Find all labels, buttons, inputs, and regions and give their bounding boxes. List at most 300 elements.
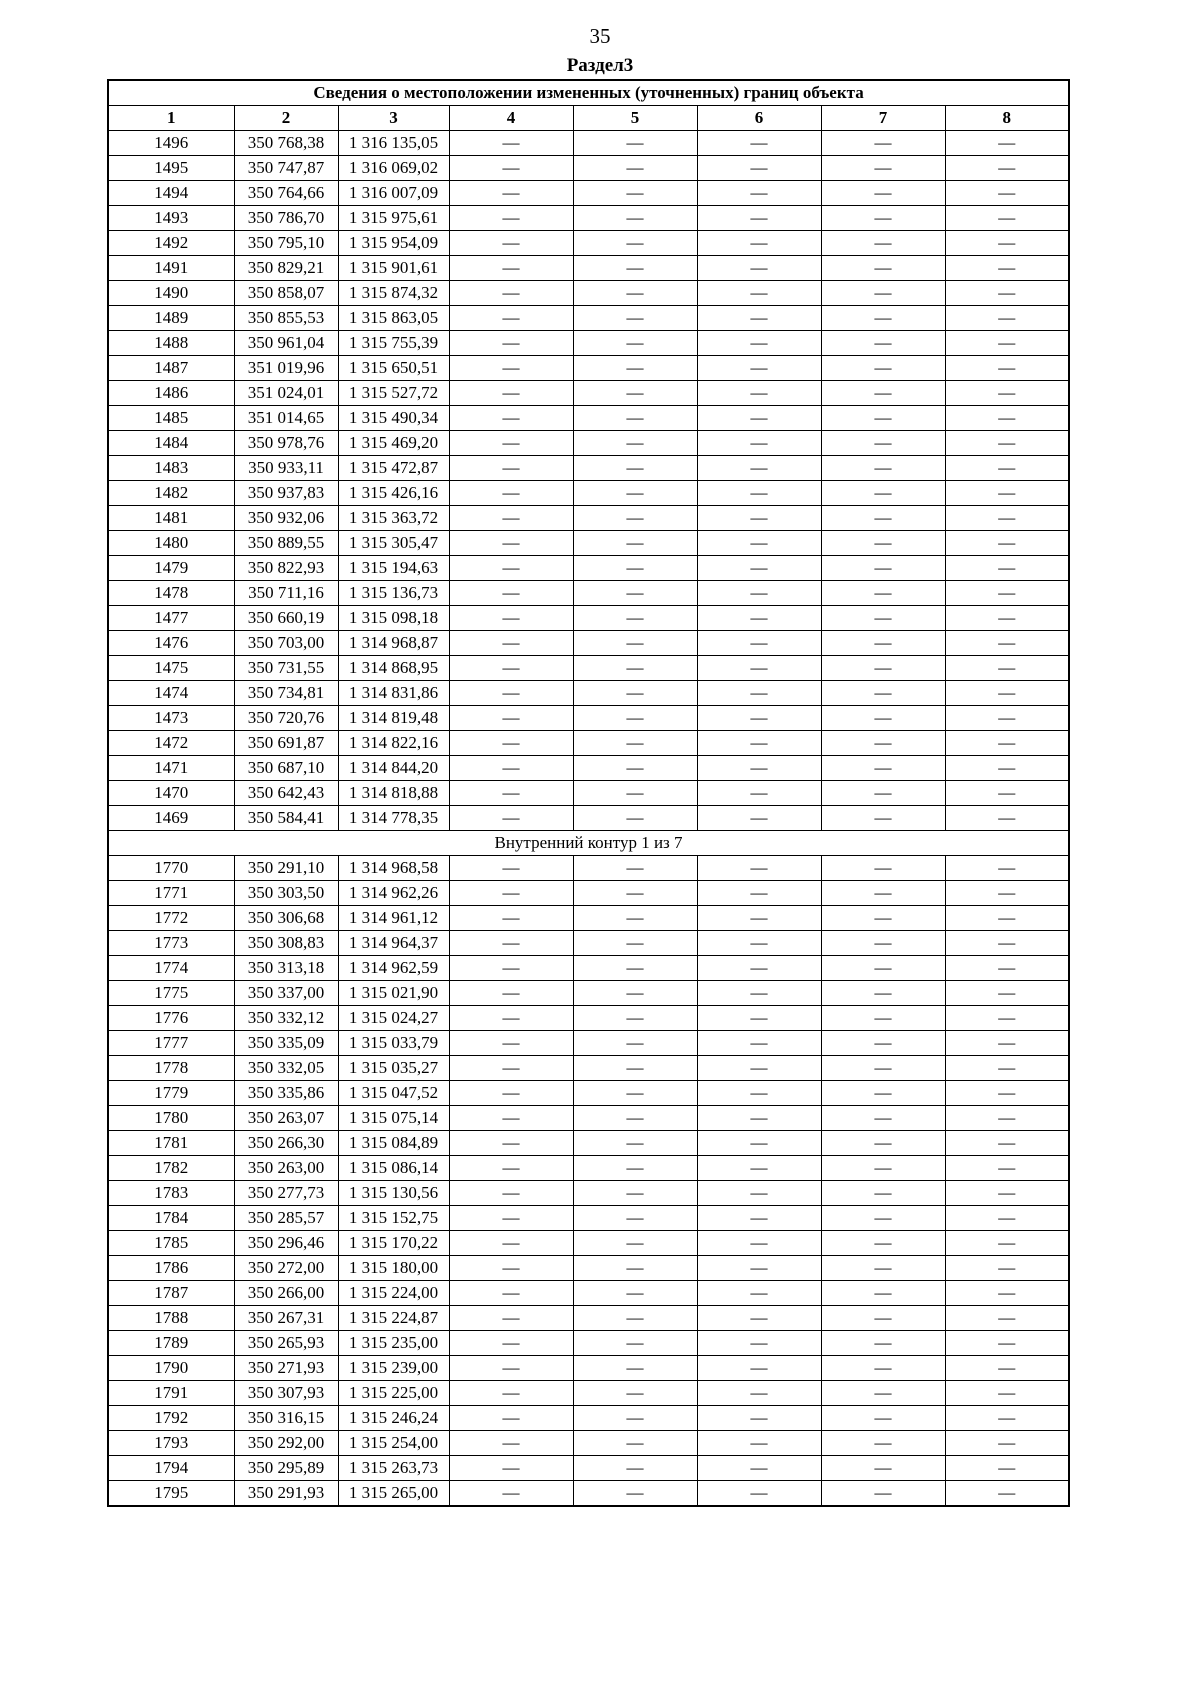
table-cell: —	[449, 706, 573, 731]
table-cell: —	[697, 1281, 821, 1306]
table-cell: —	[449, 1056, 573, 1081]
table-row	[108, 781, 1069, 806]
table-cell: —	[821, 781, 945, 806]
table-cell: 1 314 822,16	[338, 731, 449, 756]
table-cell: 350 285,57	[234, 1206, 338, 1231]
table-cell: 350 337,00	[234, 981, 338, 1006]
table-row	[108, 356, 1069, 381]
table-cell: 1 315 363,72	[338, 506, 449, 531]
table-cell: 1 315 254,00	[338, 1431, 449, 1456]
table-cell: 1 315 246,24	[338, 1406, 449, 1431]
table-row	[108, 456, 1069, 481]
table-row	[108, 981, 1069, 1006]
table-cell: 350 335,86	[234, 1081, 338, 1106]
table-cell: 350 291,93	[234, 1481, 338, 1507]
table-cell: —	[697, 731, 821, 756]
table-cell: 1778	[108, 1056, 234, 1081]
table-cell: —	[945, 581, 1069, 606]
table-cell: 1480	[108, 531, 234, 556]
table-cell: —	[697, 1006, 821, 1031]
table-cell: —	[449, 1156, 573, 1181]
table-cell: 351 019,96	[234, 356, 338, 381]
table-row	[108, 906, 1069, 931]
table-cell: 1492	[108, 231, 234, 256]
table-cell: 1489	[108, 306, 234, 331]
table-cell: 1776	[108, 1006, 234, 1031]
table-cell: —	[945, 1056, 1069, 1081]
table-cell: 350 660,19	[234, 606, 338, 631]
table-cell: —	[449, 1206, 573, 1231]
table-cell: —	[821, 881, 945, 906]
table-cell: 1485	[108, 406, 234, 431]
table-cell: —	[945, 406, 1069, 431]
table-cell: —	[821, 756, 945, 781]
table-cell: —	[697, 506, 821, 531]
table-cell: —	[449, 506, 573, 531]
table-cell: 350 937,83	[234, 481, 338, 506]
table-cell: —	[821, 656, 945, 681]
table-cell: 1 315 954,09	[338, 231, 449, 256]
table-cell: —	[821, 631, 945, 656]
table-cell: —	[449, 1131, 573, 1156]
table-cell: —	[945, 556, 1069, 581]
table-cell: —	[573, 306, 697, 331]
table-cell: 350 829,21	[234, 256, 338, 281]
table-cell: —	[945, 331, 1069, 356]
table-cell: 1772	[108, 906, 234, 931]
table-cell: —	[945, 856, 1069, 881]
table-cell: 350 731,55	[234, 656, 338, 681]
table-cell: —	[821, 1206, 945, 1231]
table-cell: —	[945, 431, 1069, 456]
table-cell: —	[449, 256, 573, 281]
table-cell: —	[697, 1181, 821, 1206]
table-cell: —	[945, 1231, 1069, 1256]
table-row	[108, 1006, 1069, 1031]
table-cell: —	[573, 931, 697, 956]
table-cell: 350 313,18	[234, 956, 338, 981]
column-header-row	[108, 106, 1069, 131]
table-row	[108, 556, 1069, 581]
table-cell: 1794	[108, 1456, 234, 1481]
table-cell: 1791	[108, 1381, 234, 1406]
table-cell: —	[945, 156, 1069, 181]
table-row	[108, 1156, 1069, 1181]
table-cell: 1 314 778,35	[338, 806, 449, 831]
table-cell: —	[573, 1206, 697, 1231]
table-cell: 1472	[108, 731, 234, 756]
table-cell: —	[573, 206, 697, 231]
table-cell: —	[697, 1081, 821, 1106]
table-cell: —	[449, 1356, 573, 1381]
table-cell: 350 272,00	[234, 1256, 338, 1281]
table-row	[108, 756, 1069, 781]
table-cell: —	[449, 431, 573, 456]
table-cell: —	[821, 1156, 945, 1181]
table-cell: —	[945, 1456, 1069, 1481]
table-cell: —	[573, 1181, 697, 1206]
table-cell: —	[945, 256, 1069, 281]
table-cell: —	[449, 906, 573, 931]
table-cell: —	[945, 281, 1069, 306]
table-cell: 1790	[108, 1356, 234, 1381]
table-cell: 1 314 868,95	[338, 656, 449, 681]
table-cell: —	[945, 1256, 1069, 1281]
table-cell: —	[449, 456, 573, 481]
table-cell: —	[945, 1306, 1069, 1331]
table-row	[108, 281, 1069, 306]
table-cell: 1777	[108, 1031, 234, 1056]
table-cell: 1 314 968,58	[338, 856, 449, 881]
table-cell: —	[697, 306, 821, 331]
table-cell: —	[449, 206, 573, 231]
table-cell: —	[573, 131, 697, 156]
table-cell: 350 961,04	[234, 331, 338, 356]
table-cell: 350 296,46	[234, 1231, 338, 1256]
table-cell: —	[449, 1231, 573, 1256]
table-row	[108, 856, 1069, 881]
table-cell: —	[945, 1156, 1069, 1181]
table-row	[108, 331, 1069, 356]
table-cell: —	[821, 856, 945, 881]
table-cell: —	[945, 1106, 1069, 1131]
table-cell: 1 315 305,47	[338, 531, 449, 556]
table-cell: —	[821, 431, 945, 456]
table-cell: 1 314 964,37	[338, 931, 449, 956]
table-cell: —	[821, 1281, 945, 1306]
table-cell: 350 795,10	[234, 231, 338, 256]
table-cell: —	[697, 1206, 821, 1231]
table-cell: 1478	[108, 581, 234, 606]
table-cell: —	[821, 1381, 945, 1406]
table-row	[108, 131, 1069, 156]
table-cell: —	[697, 1456, 821, 1481]
table-cell: —	[573, 431, 697, 456]
table-row	[108, 381, 1069, 406]
contour-row	[108, 831, 1069, 856]
table-cell: 350 267,31	[234, 1306, 338, 1331]
table-cell: —	[945, 731, 1069, 756]
table-cell: —	[697, 1106, 821, 1131]
table-cell: 1 315 136,73	[338, 581, 449, 606]
table-cell: 1779	[108, 1081, 234, 1106]
table-cell: —	[697, 1306, 821, 1331]
table-row	[108, 1431, 1069, 1456]
table-cell: —	[573, 1406, 697, 1431]
table-cell: —	[697, 1406, 821, 1431]
table-cell: —	[697, 331, 821, 356]
table-cell: —	[697, 1481, 821, 1507]
table-cell: —	[697, 131, 821, 156]
table-cell: —	[573, 231, 697, 256]
table-cell: 1 315 024,27	[338, 1006, 449, 1031]
table-cell: 1788	[108, 1306, 234, 1331]
table-cell: —	[573, 706, 697, 731]
table-cell: 1 315 021,90	[338, 981, 449, 1006]
table-cell: 1476	[108, 631, 234, 656]
table-cell: —	[573, 856, 697, 881]
table-cell: 350 335,09	[234, 1031, 338, 1056]
table-cell: —	[573, 1031, 697, 1056]
table-cell: —	[449, 1281, 573, 1306]
table-cell: 1 315 152,75	[338, 1206, 449, 1231]
table-row	[108, 1331, 1069, 1356]
table-cell: —	[945, 381, 1069, 406]
table-cell: 1 314 968,87	[338, 631, 449, 656]
table-cell: 1486	[108, 381, 234, 406]
table-cell: 1780	[108, 1106, 234, 1131]
table-row	[108, 206, 1069, 231]
table-cell: —	[821, 1481, 945, 1507]
table-cell: 350 687,10	[234, 756, 338, 781]
table-cell: —	[697, 706, 821, 731]
table-cell: —	[945, 1206, 1069, 1231]
table-cell: —	[449, 581, 573, 606]
table-cell: —	[697, 431, 821, 456]
table-cell: —	[573, 1431, 697, 1456]
table-cell: —	[573, 981, 697, 1006]
table-cell: —	[697, 1056, 821, 1081]
table-cell: 351 014,65	[234, 406, 338, 431]
table-caption-row	[108, 80, 1069, 106]
table-row	[108, 1381, 1069, 1406]
table-cell: —	[573, 1281, 697, 1306]
table-cell: —	[697, 381, 821, 406]
table-cell: —	[945, 1006, 1069, 1031]
table-cell: —	[449, 1256, 573, 1281]
table-cell: —	[573, 1006, 697, 1031]
table-cell: 350 306,68	[234, 906, 338, 931]
table-cell: 1490	[108, 281, 234, 306]
table-cell: —	[573, 756, 697, 781]
table-cell: —	[573, 156, 697, 181]
table-cell: —	[449, 406, 573, 431]
table-cell: —	[945, 1431, 1069, 1456]
table-cell: 1495	[108, 156, 234, 181]
table-cell: 1 316 135,05	[338, 131, 449, 156]
table-row	[108, 931, 1069, 956]
table-cell: —	[821, 806, 945, 831]
table-cell: —	[573, 1231, 697, 1256]
table-row	[108, 156, 1069, 181]
table-cell: —	[449, 1181, 573, 1206]
table-row	[108, 1206, 1069, 1231]
table-cell: 1 315 084,89	[338, 1131, 449, 1156]
table-row	[108, 181, 1069, 206]
table-cell: —	[821, 1331, 945, 1356]
table-cell: —	[945, 131, 1069, 156]
table-cell: —	[821, 1056, 945, 1081]
table-cell: —	[573, 581, 697, 606]
table-cell: —	[821, 1031, 945, 1056]
table-cell: —	[945, 1181, 1069, 1206]
table-cell: —	[821, 931, 945, 956]
table-cell: —	[821, 306, 945, 331]
table-cell: —	[945, 306, 1069, 331]
table-row	[108, 481, 1069, 506]
table-cell: —	[945, 1331, 1069, 1356]
table-cell: —	[821, 531, 945, 556]
table-cell: 350 584,41	[234, 806, 338, 831]
table-cell: —	[697, 906, 821, 931]
table-cell: —	[821, 281, 945, 306]
table-cell: —	[945, 881, 1069, 906]
table-cell: —	[449, 556, 573, 581]
table-row	[108, 606, 1069, 631]
table-cell: —	[697, 156, 821, 181]
table-cell: —	[821, 956, 945, 981]
table-cell: —	[945, 1406, 1069, 1431]
table-cell: —	[945, 1381, 1069, 1406]
table-row	[108, 1406, 1069, 1431]
table-cell: 350 933,11	[234, 456, 338, 481]
table-cell: —	[449, 1006, 573, 1031]
table-cell: —	[945, 681, 1069, 706]
table-cell: —	[697, 556, 821, 581]
table-cell: 350 266,00	[234, 1281, 338, 1306]
table-cell: —	[449, 156, 573, 181]
table-cell: 1 314 961,12	[338, 906, 449, 931]
table-cell: —	[449, 1431, 573, 1456]
table-cell: 1 315 235,00	[338, 1331, 449, 1356]
table-cell: 1474	[108, 681, 234, 706]
table-cell: —	[573, 1081, 697, 1106]
table-cell: 350 978,76	[234, 431, 338, 456]
table-cell: 1 315 180,00	[338, 1256, 449, 1281]
table-cell: —	[945, 206, 1069, 231]
table-cell: 350 316,15	[234, 1406, 338, 1431]
table-cell: —	[573, 1256, 697, 1281]
table-cell: —	[697, 531, 821, 556]
table-cell: —	[449, 181, 573, 206]
table-cell: 1 315 098,18	[338, 606, 449, 631]
table-cell: —	[945, 981, 1069, 1006]
table-cell: 1 316 069,02	[338, 156, 449, 181]
table-cell: —	[697, 1156, 821, 1181]
table-cell: 350 277,73	[234, 1181, 338, 1206]
table-cell: —	[697, 1356, 821, 1381]
table-cell: —	[821, 356, 945, 381]
table-cell: —	[821, 481, 945, 506]
table-cell: —	[449, 281, 573, 306]
table-cell: —	[945, 1081, 1069, 1106]
table-cell: —	[697, 456, 821, 481]
table-row	[108, 581, 1069, 606]
table-cell: 350 703,00	[234, 631, 338, 656]
table-row	[108, 1306, 1069, 1331]
table-cell: —	[821, 406, 945, 431]
table-cell: 1773	[108, 931, 234, 956]
table-cell: 1 314 819,48	[338, 706, 449, 731]
table-cell: —	[697, 1331, 821, 1356]
table-cell: —	[449, 981, 573, 1006]
table-cell: —	[945, 1031, 1069, 1056]
table-row	[108, 706, 1069, 731]
table-row	[108, 1106, 1069, 1131]
table-cell: —	[697, 481, 821, 506]
table-caption: Сведения о местоположении измененных (уточненных) границ объекта	[108, 80, 1069, 106]
table-cell: —	[697, 956, 821, 981]
table-cell: 350 786,70	[234, 206, 338, 231]
table-cell: —	[821, 1006, 945, 1031]
table-cell: —	[573, 656, 697, 681]
table-cell: 350 307,93	[234, 1381, 338, 1406]
table-cell: 350 332,12	[234, 1006, 338, 1031]
table-cell: —	[821, 231, 945, 256]
table-cell: —	[945, 456, 1069, 481]
table-cell: —	[573, 1481, 697, 1507]
table-cell: 350 734,81	[234, 681, 338, 706]
column-header: 1	[108, 106, 234, 131]
table-cell: 350 265,93	[234, 1331, 338, 1356]
table-cell: 1783	[108, 1181, 234, 1206]
table-cell: —	[821, 131, 945, 156]
table-cell: —	[449, 1481, 573, 1507]
table-cell: 1 315 035,27	[338, 1056, 449, 1081]
table-cell: 1487	[108, 356, 234, 381]
table-cell: —	[449, 1081, 573, 1106]
table-cell: —	[697, 206, 821, 231]
table-cell: 1 315 901,61	[338, 256, 449, 281]
table-row	[108, 656, 1069, 681]
table-cell: 1470	[108, 781, 234, 806]
table-cell: 1 315 194,63	[338, 556, 449, 581]
table-cell: 350 308,83	[234, 931, 338, 956]
table-cell: —	[821, 1131, 945, 1156]
table-cell: 1789	[108, 1331, 234, 1356]
table-cell: —	[573, 906, 697, 931]
table-cell: —	[821, 1306, 945, 1331]
column-header: 6	[697, 106, 821, 131]
table-cell: —	[449, 1406, 573, 1431]
table-cell: —	[449, 1331, 573, 1356]
table-cell: —	[821, 1106, 945, 1131]
table-row	[108, 1031, 1069, 1056]
table-cell: 1473	[108, 706, 234, 731]
table-cell: —	[821, 206, 945, 231]
table-cell: 350 932,06	[234, 506, 338, 531]
table-cell: —	[821, 681, 945, 706]
table-cell: —	[697, 581, 821, 606]
table-cell: —	[945, 706, 1069, 731]
table-cell: 1475	[108, 656, 234, 681]
table-row	[108, 306, 1069, 331]
table-cell: —	[449, 1306, 573, 1331]
table-cell: —	[573, 1331, 697, 1356]
table-cell: —	[821, 381, 945, 406]
table-cell: —	[697, 606, 821, 631]
table-cell: —	[573, 481, 697, 506]
table-cell: —	[945, 506, 1069, 531]
table-cell: —	[449, 806, 573, 831]
table-cell: —	[573, 1356, 697, 1381]
table-cell: 350 711,16	[234, 581, 338, 606]
table-row	[108, 1181, 1069, 1206]
table-cell: —	[573, 1456, 697, 1481]
table-cell: —	[449, 756, 573, 781]
table-cell: —	[821, 1356, 945, 1381]
table-cell: 351 024,01	[234, 381, 338, 406]
table-cell: 350 263,00	[234, 1156, 338, 1181]
table-row	[108, 506, 1069, 531]
table-row	[108, 1056, 1069, 1081]
column-header: 3	[338, 106, 449, 131]
table-cell: —	[697, 1131, 821, 1156]
table-cell: —	[945, 631, 1069, 656]
table-cell: 350 332,05	[234, 1056, 338, 1081]
coordinates-table	[107, 79, 1070, 1507]
table-cell: 1 314 962,26	[338, 881, 449, 906]
